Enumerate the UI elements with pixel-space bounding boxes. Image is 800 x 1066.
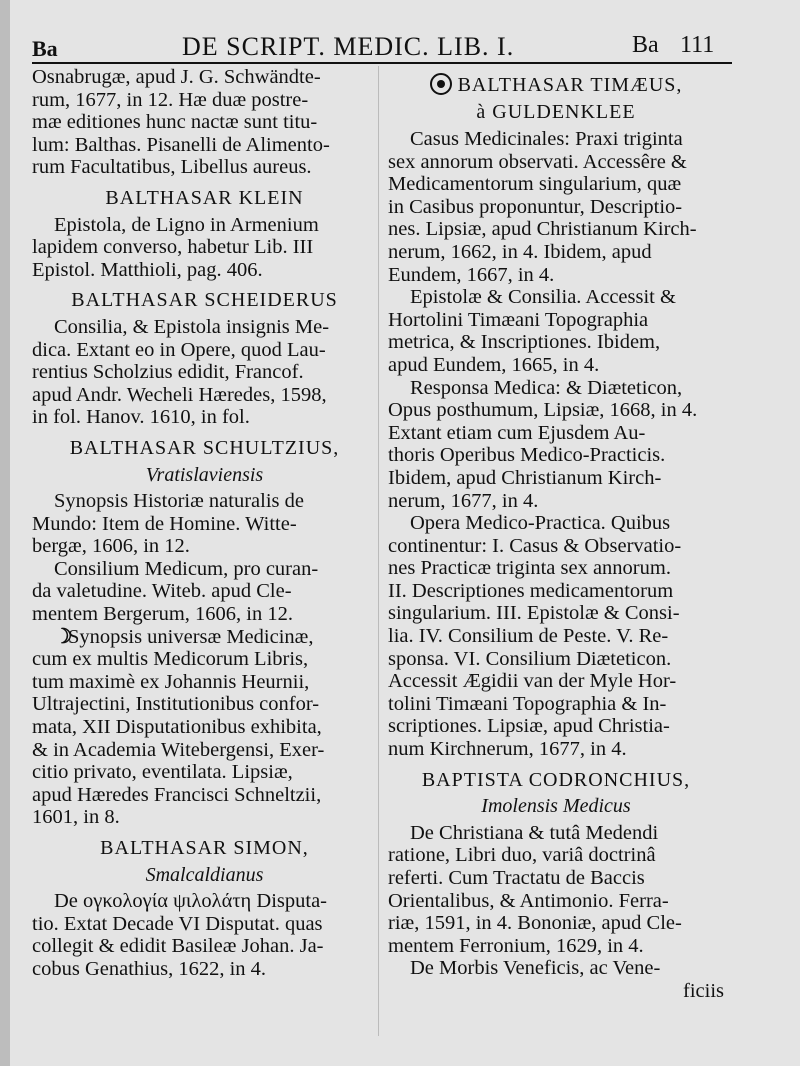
- text-line: [32, 626, 377, 649]
- text-line: cobus Genathius, 1622, in 4.: [32, 957, 267, 980]
- text-line: apud Eundem, 1665, in 4.: [388, 353, 600, 376]
- entry-subheading: Vratislaviensis: [145, 463, 264, 486]
- text-line: Epistolæ & Consilia. Accessit &: [410, 286, 676, 309]
- text-line: Accessit Ægidii van der Myle Hor-: [388, 670, 677, 693]
- text-line: Ultrajectini, Institutionibus confor-: [32, 693, 320, 716]
- entry-heading: BAPTISTA CODRONCHIUS,: [421, 768, 691, 791]
- text-line: sponsa. VI. Consilium Diæteticon.: [388, 647, 672, 670]
- entry-subheading: Smalcaldianus: [145, 863, 264, 886]
- text-line: scriptiones. Lipsiæ, apud Christia-: [388, 715, 670, 738]
- text-line: De Christiana & tutâ Medendi: [410, 821, 659, 844]
- text-line: II. Descriptiones medicamentorum: [388, 579, 674, 602]
- text-line: bergæ, 1606, in 12.: [32, 535, 190, 558]
- text-line: ratione, Libri duo, variâ doctrinâ: [388, 844, 656, 867]
- text-line: nes Practicæ triginta sex annorum.: [388, 557, 671, 580]
- text-line: rum Facultatibus, Libellus aureus.: [32, 156, 312, 179]
- text-line: Responsa Medica: & Diæteticon,: [410, 376, 683, 399]
- text-line: Opus posthumum, Lipsiæ, 1668, in 4.: [388, 399, 698, 422]
- text-line: thoris Operibus Medico-Practicis.: [388, 444, 666, 467]
- text-line: Mundo: Item de Homine. Witte-: [32, 512, 297, 535]
- text-line: Synopsis Historiæ naturalis de: [54, 490, 304, 513]
- header-right-tag: Ba: [632, 32, 659, 58]
- text-line: Hortolini Timæani Topographia: [388, 308, 649, 331]
- text-line: apud Hæredes Francisci Schneltzii,: [32, 783, 322, 806]
- text-line: in Casibus proponuntur, Descriptio-: [388, 195, 683, 218]
- entry-heading: BALTHASAR SCHULTZIUS,: [69, 436, 340, 459]
- text-line: referti. Cum Tractatu de Baccis: [388, 867, 645, 889]
- text-line-content: Synopsis universæ Medicinæ,: [68, 625, 314, 648]
- text-line: metrica, & Inscriptiones. Ibidem,: [388, 331, 661, 354]
- text-line: lia. IV. Consilium de Peste. V. Re-: [388, 625, 669, 648]
- text-line: Opera Medico-Practica. Quibus: [410, 512, 671, 535]
- text-line: Epistol. Matthioli, pag. 406.: [32, 258, 263, 281]
- text-line: mæ editiones hunc nactæ sunt titu-: [32, 111, 318, 134]
- text-line: mentem Bergerum, 1606, in 12.: [32, 603, 293, 626]
- left-column: [32, 66, 377, 981]
- entry-heading: BALTHASAR SIMON,: [100, 837, 309, 859]
- text-line: num Kirchnerum, 1677, in 4.: [388, 738, 627, 761]
- header-title: DE SCRIPT. MEDIC. LIB. I.: [182, 32, 515, 61]
- text-line: & in Academia Witebergensi, Exer-: [32, 738, 325, 761]
- text-line: rum, 1677, in 12. Hæ duæ postre-: [32, 88, 309, 111]
- entry-heading: [388, 74, 724, 97]
- entry-heading-text: BALTHASAR TIMÆUS,: [457, 74, 683, 96]
- page-number: 111: [680, 32, 715, 58]
- text-line: lapidem converso, habetur Lib. III: [32, 236, 314, 259]
- text-line: Consilia, & Epistola insignis Me-: [54, 315, 330, 338]
- text-line: Eundem, 1667, in 4.: [388, 263, 555, 286]
- text-line: in fol. Hanov. 1610, in fol.: [32, 406, 250, 429]
- text-line: Extant etiam cum Ejusdem Au-: [388, 421, 646, 444]
- text-line: mentem Ferronium, 1629, in 4.: [388, 934, 644, 957]
- text-line: citio privato, eventilata. Lipsiæ,: [32, 761, 293, 784]
- text-line: continentur: I. Casus & Observatio-: [388, 534, 682, 557]
- entry-subheading: à GULDENKLEE: [476, 101, 636, 124]
- header-left-tag: Ba: [32, 36, 58, 61]
- entry-heading: BALTHASAR KLEIN: [105, 186, 304, 209]
- text-line: cum ex multis Medicorum Libris,: [32, 648, 309, 671]
- text-line: nerum, 1662, in 4. Ibidem, apud: [388, 240, 652, 263]
- text-line: nes. Lipsiæ, apud Christianum Kirch-: [388, 218, 697, 241]
- text-line: tio. Extat Decade VI Disputat. quas: [32, 912, 323, 935]
- text-line: mata, XII Disputationibus exhibita,: [32, 716, 322, 739]
- text-line: Ibidem, apud Christianum Kirch-: [388, 466, 662, 489]
- text-line: rentius Scholzius edidit, Francof.: [32, 361, 304, 384]
- text-line: Epistola, de Ligno in Armenium: [54, 213, 319, 236]
- text-line: sex annorum observati. Accessêre &: [388, 150, 687, 173]
- running-header: [32, 30, 732, 64]
- text-line: riæ, 1591, in 4. Bononiæ, apud Cle-: [388, 912, 682, 935]
- text-line: Orientalibus, & Antimonio. Ferra-: [388, 889, 669, 912]
- text-line: tolini Timæani Topographia & In-: [388, 692, 667, 715]
- text-line: singularium. III. Epistolæ & Consi-: [388, 602, 680, 625]
- book-page: [10, 0, 800, 1066]
- right-column: [388, 66, 724, 1003]
- text-line: nerum, 1677, in 4.: [388, 489, 539, 512]
- text-line: Osnabrugæ, apud J. G. Schwändte-: [32, 66, 321, 88]
- text-line: collegit & edidit Basileæ Johan. Ja-: [32, 935, 324, 958]
- circle-bullet-icon: [430, 73, 452, 95]
- text-line: Consilium Medicum, pro curan-: [54, 557, 319, 580]
- text-line: Casus Medicinales: Praxi triginta: [410, 128, 683, 150]
- text-line: tum maximè ex Johannis Heurnii,: [32, 670, 310, 693]
- text-line: da valetudine. Witeb. apud Cle-: [32, 580, 292, 603]
- text-line: De ογκολογία ψιλολάτη Disputa-: [54, 890, 327, 913]
- text-line: dica. Extant eo in Opere, quod Lau-: [32, 338, 326, 361]
- text-line: apud Andr. Wecheli Hæredes, 1598,: [32, 383, 327, 406]
- entry-heading: BALTHASAR SCHEIDERUS: [71, 289, 338, 312]
- crescent-mark-icon: ☽: [54, 625, 73, 648]
- entry-subheading: Imolensis Medicus: [481, 795, 631, 818]
- text-line: lum: Balthas. Pisanelli de Alimento-: [32, 133, 330, 156]
- column-divider: [378, 66, 379, 1036]
- text-line: De Morbis Veneficis, ac Vene-: [410, 957, 661, 980]
- text-line: ficiis: [683, 979, 724, 1002]
- text-line: 1601, in 8.: [32, 806, 120, 829]
- text-line: Medicamentorum singularium, quæ: [388, 173, 682, 196]
